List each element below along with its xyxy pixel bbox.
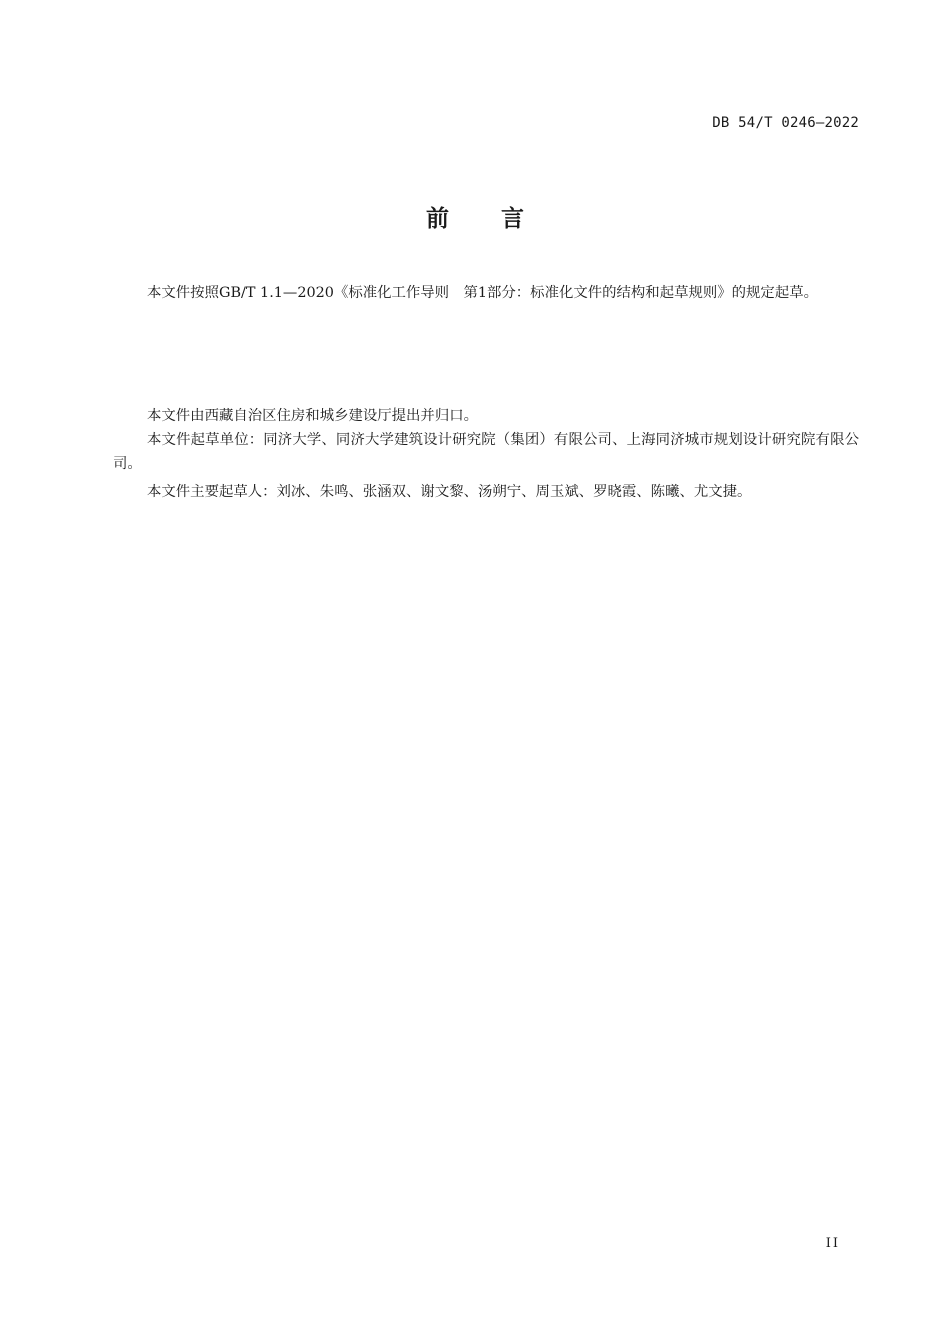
- page-number: II: [825, 1236, 840, 1251]
- preface-paragraph-drafting-units: 本文件起草单位：同济大学、同济大学建筑设计研究院（集团）有限公司、上海同济城市规划设计研究院有限公司。: [113, 432, 859, 472]
- preface-paragraph-proposer: 本文件由西藏自治区住房和城乡建设厅提出并归口。: [147, 408, 478, 424]
- page-title: 前言: [426, 206, 576, 232]
- document-code: DB 54/T 0246—2022: [712, 115, 859, 131]
- preface-paragraph-drafting-rules: 本文件按照GB/T 1.1—2020《标准化工作导则 第1部分：标准化文件的结构和起草规则》的规定起草。: [147, 285, 818, 301]
- preface-paragraph-drafters: 本文件主要起草人：刘冰、朱鸣、张涵双、谢文黎、汤朔宁、周玉斌、罗晓霞、陈曦、尤文捷。: [147, 484, 752, 500]
